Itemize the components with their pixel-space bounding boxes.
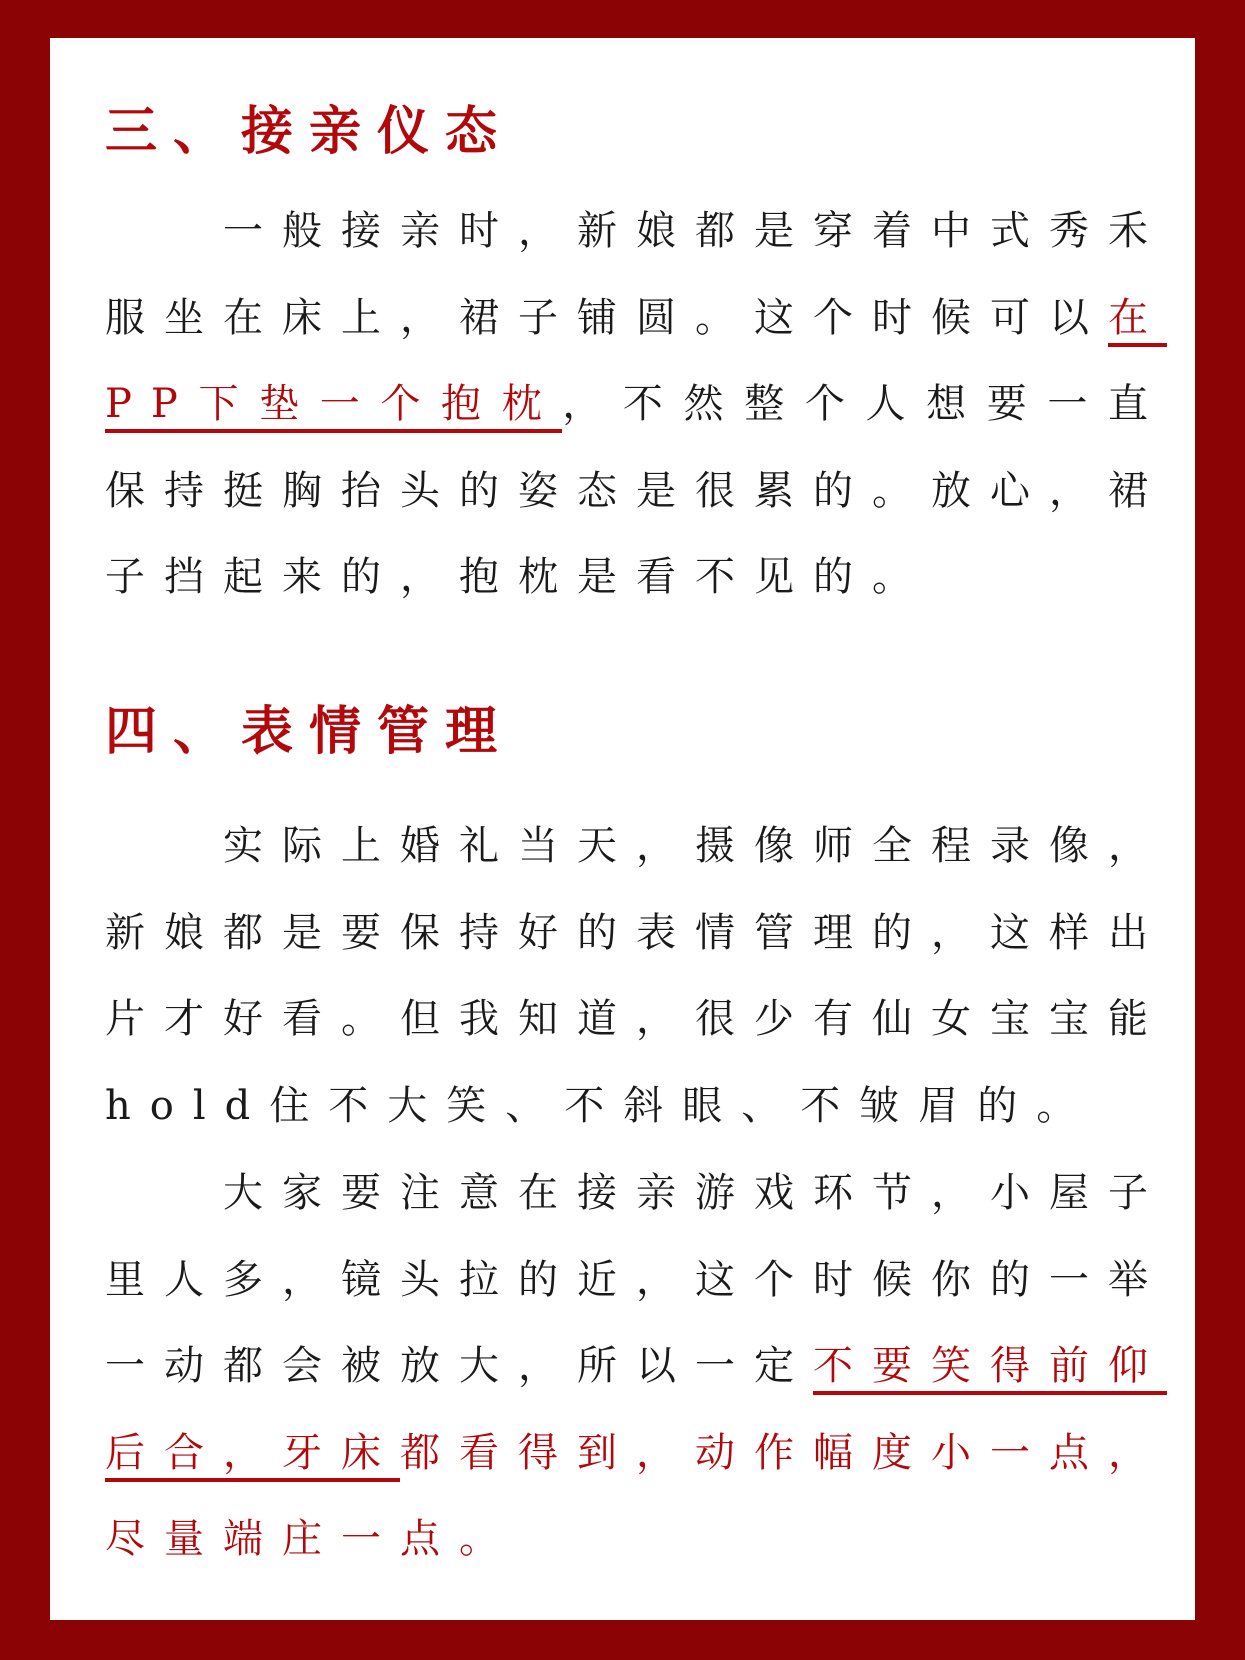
section-3-heading: 三、接亲仪态	[105, 102, 514, 162]
section-3-text-post: ，不然整个人想要一直保持挺胸抬头的姿态是很累的。放心，裙子挡起来的，抱枕是看不见的。	[105, 381, 1168, 600]
section-4-heading: 四、表情管理	[105, 702, 514, 762]
section-3-paragraph	[105, 188, 1167, 621]
content-card	[50, 38, 1195, 1620]
section-3-highlight: 在PP下垫一个抱枕	[105, 295, 1167, 434]
section-4-highlight: 都看得到，动作幅度小一点，尽量端庄一点。	[105, 1429, 1167, 1562]
section-4-paragraph-2	[105, 1150, 1167, 1583]
section-4-text-pre: 大家要注意在接亲游戏环节，小屋子里人多，镜头拉的近，这个时候你的一举一动都会被放大，所以一定	[105, 1170, 1167, 1389]
section-3-text-pre: 一般接亲时，新娘都是穿着中式秀禾服坐在床上，裙子铺圆。这个时候可以	[105, 208, 1167, 341]
section-4-paragraph-1: 实际上婚礼当天，摄像师全程录像，新娘都是要保持好的表情管理的，这样出片才好看。但我知道，很少有仙女宝宝能hold住不大笑、不斜眼、不皱眉的。	[105, 823, 1167, 1129]
section-4-highlight-underlined: 不要笑得前仰后合，牙床	[105, 1343, 1167, 1482]
